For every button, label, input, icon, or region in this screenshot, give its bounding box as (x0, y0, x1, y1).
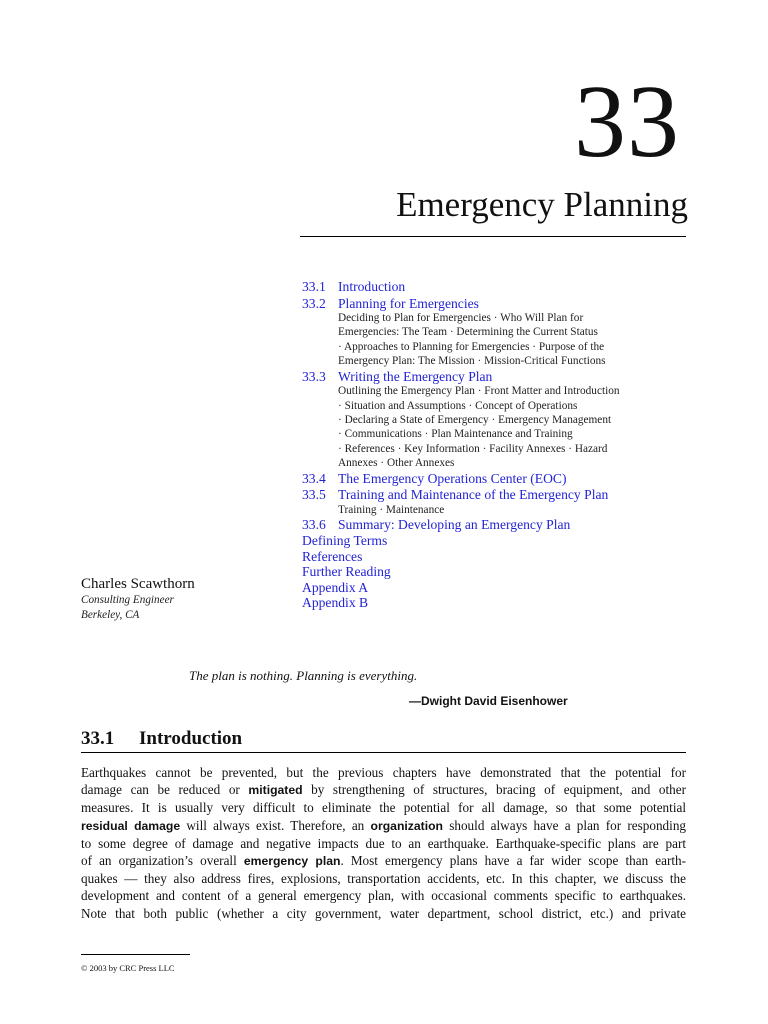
body-line: measures. It is usually very difficult to eliminate the potential for all damage, so that some potential (81, 800, 686, 816)
toc-subtopics (302, 311, 702, 369)
toc-entry-label: Writing the Emergency Plan (338, 368, 493, 384)
body-line: quakes — they also address fires, explosions, transportation accidents, etc. In this chapter, we discuss the (81, 871, 686, 887)
epigraph-quote: The plan is nothing. Planning is everything. (189, 668, 418, 683)
toc-extra-entry[interactable]: Defining Terms (302, 533, 388, 549)
toc-extra-entry[interactable]: Further Reading (302, 564, 391, 580)
author-location: Berkeley, CA (81, 608, 140, 621)
body-line: of an organization’s overall emergency plan. Most emergency plans have a far wider scope than earth- (81, 853, 686, 869)
toc-entry-label: Summary: Developing an Emergency Plan (338, 516, 571, 532)
toc-subtopic-line: · Approaches to Planning for Emergencies · Purpose of the (338, 340, 605, 353)
copyright-footnote: © 2003 by CRC Press LLC (81, 963, 175, 973)
epigraph-attribution: —Dwight David Eisenhower (409, 694, 568, 708)
toc-entry-number: 33.5 (302, 487, 326, 503)
toc-subtopic-line: Emergencies: The Team · Determining the Current Status (338, 326, 598, 339)
section-rule (81, 752, 686, 753)
toc-entry-number: 33.4 (302, 470, 326, 486)
toc-subtopic-line: Annexes · Other Annexes (338, 457, 455, 470)
key-term: organization (370, 818, 443, 833)
author-name: Charles Scawthorn (81, 576, 195, 592)
toc-entry[interactable] (302, 471, 702, 487)
toc-subtopics (302, 384, 702, 470)
section-title: Introduction (139, 728, 243, 749)
author-title: Consulting Engineer (81, 594, 174, 606)
toc-extra-entry[interactable]: Appendix A (302, 579, 369, 595)
body-text (81, 764, 686, 922)
toc-subtopic-line: · References · Key Information · Facility Annexes · Hazard (338, 442, 608, 455)
toc-entry[interactable] (302, 517, 702, 533)
toc-subtopics (302, 503, 702, 517)
toc-subtopic-line: · Communications · Plan Maintenance and Training (338, 428, 573, 441)
chapter-number: 33 (574, 64, 680, 179)
toc-entry-label: Planning for Emergencies (338, 295, 479, 311)
chapter-title: Emergency Planning (396, 185, 688, 224)
toc-subtopic-line: Outlining the Emergency Plan · Front Matter and Introduction (338, 385, 620, 398)
toc-subtopic-line: · Declaring a State of Emergency · Emergency Management (338, 413, 612, 426)
toc-entry[interactable] (302, 279, 702, 295)
toc-entry[interactable] (302, 369, 702, 385)
footnote-rule (81, 954, 190, 955)
key-term: residual damage (81, 818, 181, 833)
toc-subtopic-line: Training · Maintenance (338, 503, 445, 516)
toc-subtopic-line: Emergency Plan: The Mission · Mission-Critical Functions (338, 355, 606, 368)
body-line: to some degree of damage and negative impacts due to an earthquake. Earthquake-specific plans are part (81, 835, 686, 851)
toc-entry-label: Introduction (338, 279, 406, 294)
section-heading (81, 728, 242, 750)
toc-entry-number: 33.3 (302, 368, 326, 384)
key-term: emergency plan (243, 854, 341, 869)
title-rule (300, 236, 686, 237)
toc-entry-label: Training and Maintenance of the Emergency Plan (338, 487, 609, 503)
toc-entry-label: The Emergency Operations Center (EOC) (338, 470, 567, 486)
toc-extra-entry[interactable]: Appendix B (302, 595, 369, 611)
toc-entry[interactable] (302, 487, 702, 503)
toc-entry-number: 33.2 (302, 295, 326, 311)
body-line: Earthquakes cannot be prevented, but the previous chapters have demonstrated that the potential for (81, 765, 686, 780)
author-block (81, 575, 195, 622)
body-line: development and content of a general emergency plan, with occasional comments specific to earthquakes. (81, 888, 686, 904)
key-term: mitigated (248, 783, 303, 798)
section-number: 33.1 (81, 728, 115, 749)
table-of-contents (302, 279, 702, 611)
toc-entry[interactable] (302, 296, 702, 312)
toc-extra-entry[interactable]: References (302, 548, 363, 564)
body-line: Note that both public (whether a city government, water department, school district, etc.) and private (81, 905, 686, 921)
body-line: residual damage will always exist. Therefore, an organization should always have a plan for responding (81, 817, 687, 833)
toc-entry-number: 33.6 (302, 516, 326, 532)
toc-subtopic-line: Deciding to Plan for Emergencies · Who Will Plan for (338, 312, 584, 324)
body-line: damage can be reduced or mitigated by strengthening of structures, bracing of equipment, and other (81, 782, 686, 798)
toc-subtopic-line: · Situation and Assumptions · Concept of Operations (338, 399, 578, 412)
toc-entry-number: 33.1 (302, 279, 326, 294)
